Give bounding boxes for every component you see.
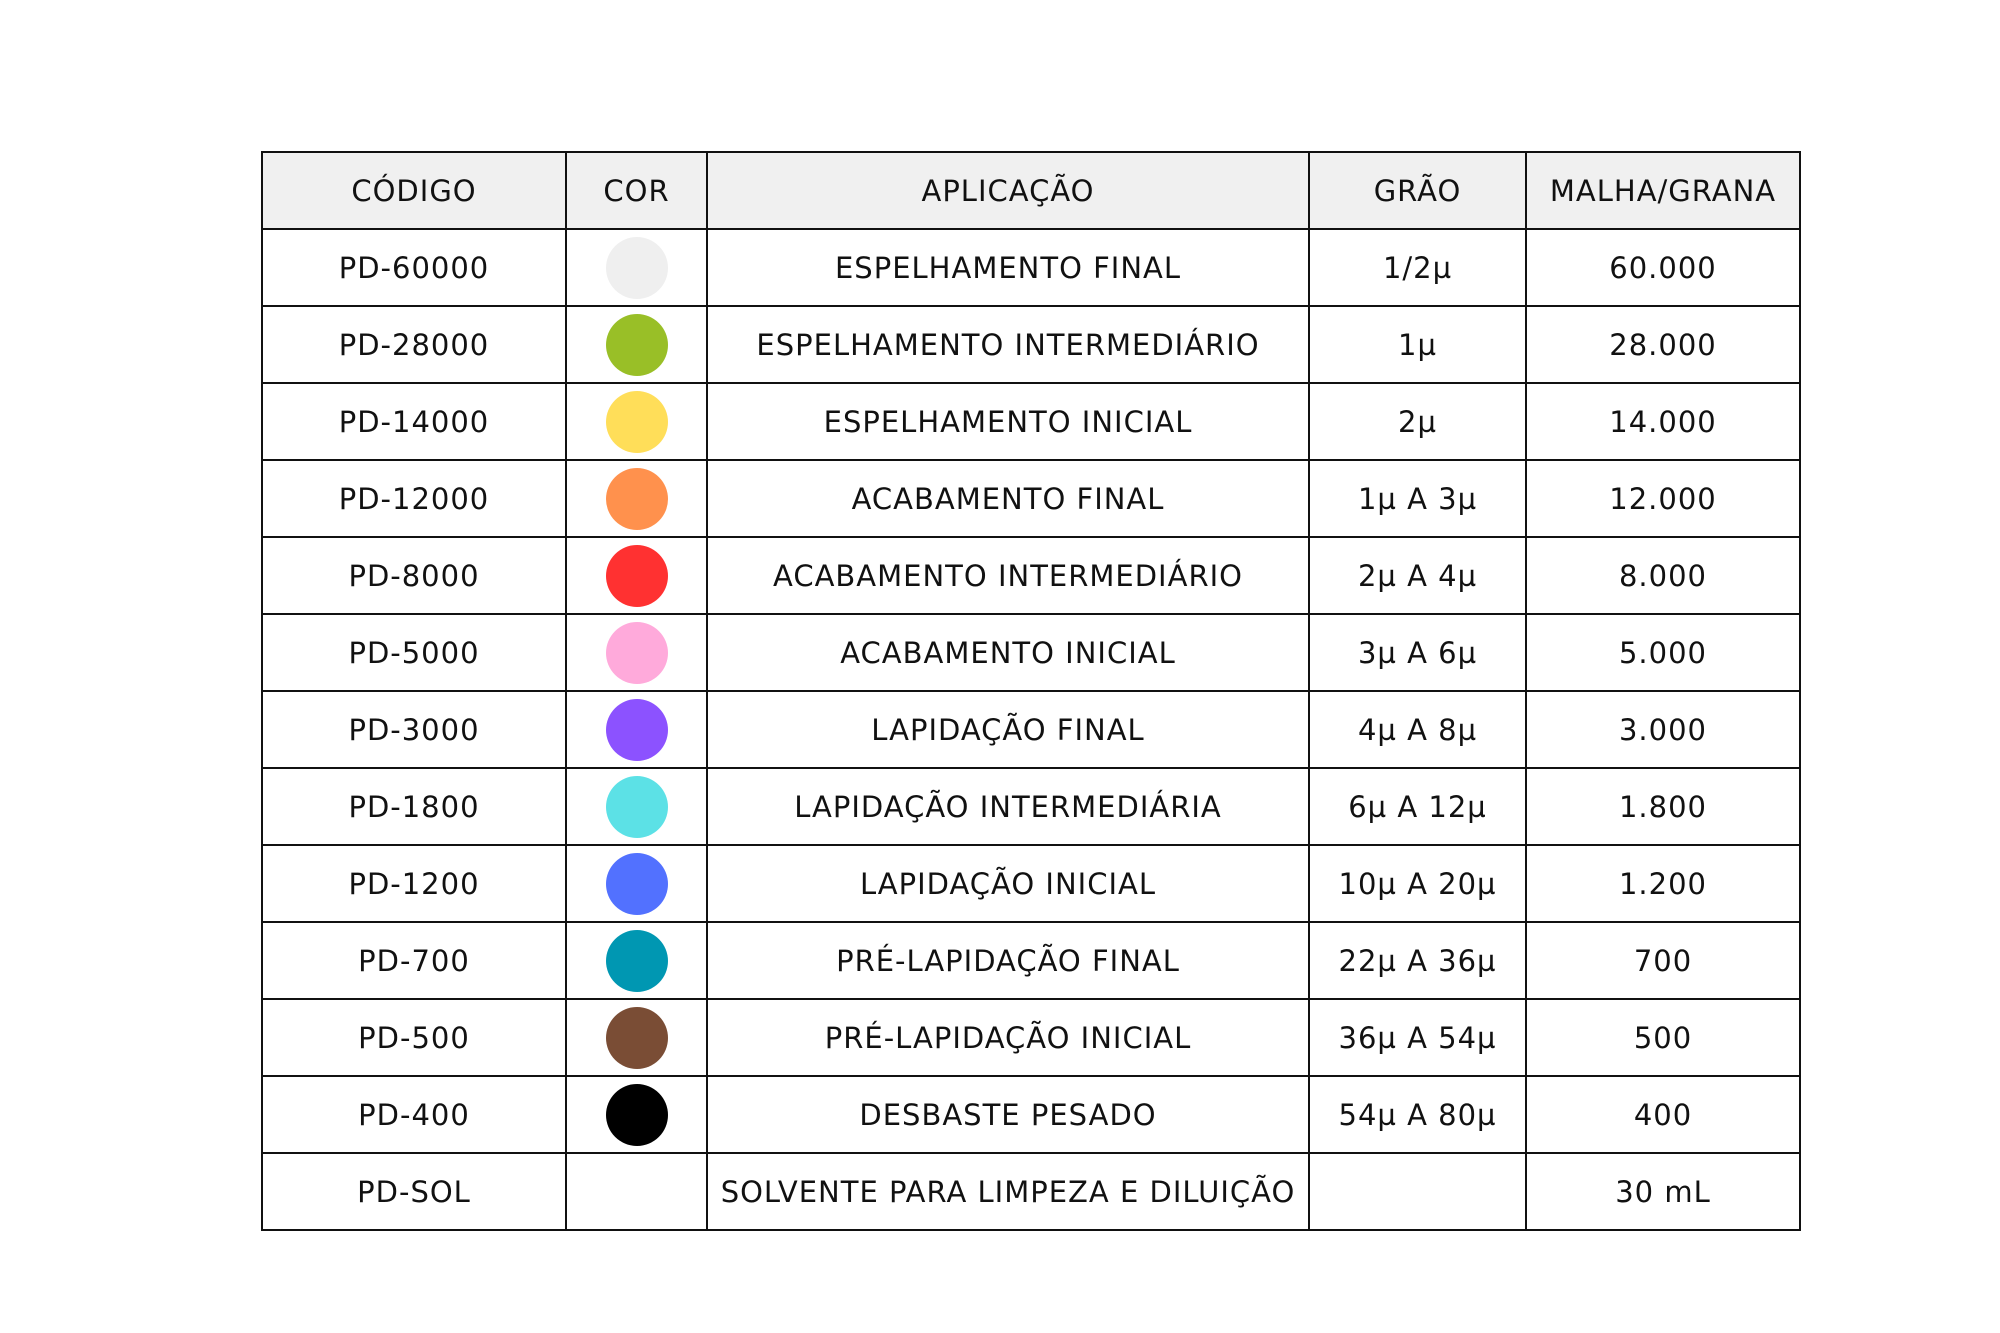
cell-mesh: 500: [1526, 999, 1800, 1076]
cell-application: ESPELHAMENTO INTERMEDIÁRIO: [707, 306, 1309, 383]
product-table: [261, 151, 1801, 1231]
cell-mesh: 8.000: [1526, 537, 1800, 614]
color-swatch-dot: [606, 237, 668, 299]
cell-code: PD-28000: [262, 306, 566, 383]
cell-application: PRÉ-LAPIDAÇÃO FINAL: [707, 922, 1309, 999]
table-row: [262, 229, 1800, 306]
cell-color: [566, 922, 707, 999]
cell-color: [566, 383, 707, 460]
table-row: [262, 537, 1800, 614]
cell-mesh: 14.000: [1526, 383, 1800, 460]
header-application: APLICAÇÃO: [707, 152, 1309, 229]
cell-color: [566, 1076, 707, 1153]
cell-color: [566, 845, 707, 922]
color-swatch-dot: [606, 1007, 668, 1069]
color-swatch-dot: [606, 1084, 668, 1146]
cell-application: ACABAMENTO INTERMEDIÁRIO: [707, 537, 1309, 614]
cell-code: PD-700: [262, 922, 566, 999]
cell-mesh: 3.000: [1526, 691, 1800, 768]
cell-grain: 4µ A 8µ: [1309, 691, 1526, 768]
cell-code: PD-400: [262, 1076, 566, 1153]
header-mesh: MALHA/GRANA: [1526, 152, 1800, 229]
table-row: [262, 306, 1800, 383]
cell-color: [566, 306, 707, 383]
header-grain: GRÃO: [1309, 152, 1526, 229]
cell-code: PD-8000: [262, 537, 566, 614]
cell-application: SOLVENTE PARA LIMPEZA E DILUIÇÃO: [707, 1153, 1309, 1230]
cell-grain: [1309, 1153, 1526, 1230]
cell-code: PD-5000: [262, 614, 566, 691]
cell-grain: 2µ A 4µ: [1309, 537, 1526, 614]
color-swatch-dot: [606, 699, 668, 761]
cell-mesh: 28.000: [1526, 306, 1800, 383]
table-row: [262, 999, 1800, 1076]
cell-code: PD-12000: [262, 460, 566, 537]
product-table-container: [261, 151, 1799, 1231]
table-body: [262, 229, 1800, 1230]
cell-application: ACABAMENTO INICIAL: [707, 614, 1309, 691]
cell-grain: 22µ A 36µ: [1309, 922, 1526, 999]
table-row: [262, 768, 1800, 845]
cell-color: [566, 460, 707, 537]
table-row: [262, 922, 1800, 999]
cell-color: [566, 614, 707, 691]
cell-grain: 2µ: [1309, 383, 1526, 460]
cell-application: LAPIDAÇÃO INICIAL: [707, 845, 1309, 922]
table-row: [262, 614, 1800, 691]
cell-application: LAPIDAÇÃO FINAL: [707, 691, 1309, 768]
table-row: [262, 691, 1800, 768]
header-color: COR: [566, 152, 707, 229]
cell-application: ESPELHAMENTO FINAL: [707, 229, 1309, 306]
color-swatch-dot: [606, 545, 668, 607]
cell-grain: 6µ A 12µ: [1309, 768, 1526, 845]
color-swatch-dot: [606, 776, 668, 838]
cell-code: PD-14000: [262, 383, 566, 460]
cell-code: PD-1200: [262, 845, 566, 922]
cell-application: ACABAMENTO FINAL: [707, 460, 1309, 537]
color-swatch-dot: [606, 853, 668, 915]
table-row: [262, 845, 1800, 922]
header-code: CÓDIGO: [262, 152, 566, 229]
cell-grain: 1µ A 3µ: [1309, 460, 1526, 537]
color-swatch-dot: [606, 314, 668, 376]
cell-mesh: 12.000: [1526, 460, 1800, 537]
cell-mesh: 1.800: [1526, 768, 1800, 845]
color-swatch-dot: [606, 391, 668, 453]
cell-mesh: 700: [1526, 922, 1800, 999]
cell-grain: 54µ A 80µ: [1309, 1076, 1526, 1153]
color-swatch-dot: [606, 622, 668, 684]
cell-grain: 3µ A 6µ: [1309, 614, 1526, 691]
cell-application: ESPELHAMENTO INICIAL: [707, 383, 1309, 460]
table-row: [262, 460, 1800, 537]
cell-mesh: 5.000: [1526, 614, 1800, 691]
cell-color: [566, 768, 707, 845]
cell-application: PRÉ-LAPIDAÇÃO INICIAL: [707, 999, 1309, 1076]
cell-mesh: 1.200: [1526, 845, 1800, 922]
color-swatch-dot: [606, 468, 668, 530]
cell-code: PD-3000: [262, 691, 566, 768]
table-header-row: [262, 152, 1800, 229]
cell-color: [566, 1153, 707, 1230]
table-row: [262, 383, 1800, 460]
cell-code: PD-60000: [262, 229, 566, 306]
cell-grain: 1/2µ: [1309, 229, 1526, 306]
cell-code: PD-500: [262, 999, 566, 1076]
cell-color: [566, 691, 707, 768]
table-row: [262, 1076, 1800, 1153]
cell-application: LAPIDAÇÃO INTERMEDIÁRIA: [707, 768, 1309, 845]
cell-color: [566, 537, 707, 614]
color-swatch-dot: [606, 930, 668, 992]
cell-color: [566, 229, 707, 306]
cell-grain: 10µ A 20µ: [1309, 845, 1526, 922]
cell-mesh: 30 mL: [1526, 1153, 1800, 1230]
cell-grain: 1µ: [1309, 306, 1526, 383]
cell-grain: 36µ A 54µ: [1309, 999, 1526, 1076]
cell-code: PD-SOL: [262, 1153, 566, 1230]
table-row: [262, 1153, 1800, 1230]
cell-color: [566, 999, 707, 1076]
cell-application: DESBASTE PESADO: [707, 1076, 1309, 1153]
cell-mesh: 60.000: [1526, 229, 1800, 306]
cell-mesh: 400: [1526, 1076, 1800, 1153]
cell-code: PD-1800: [262, 768, 566, 845]
